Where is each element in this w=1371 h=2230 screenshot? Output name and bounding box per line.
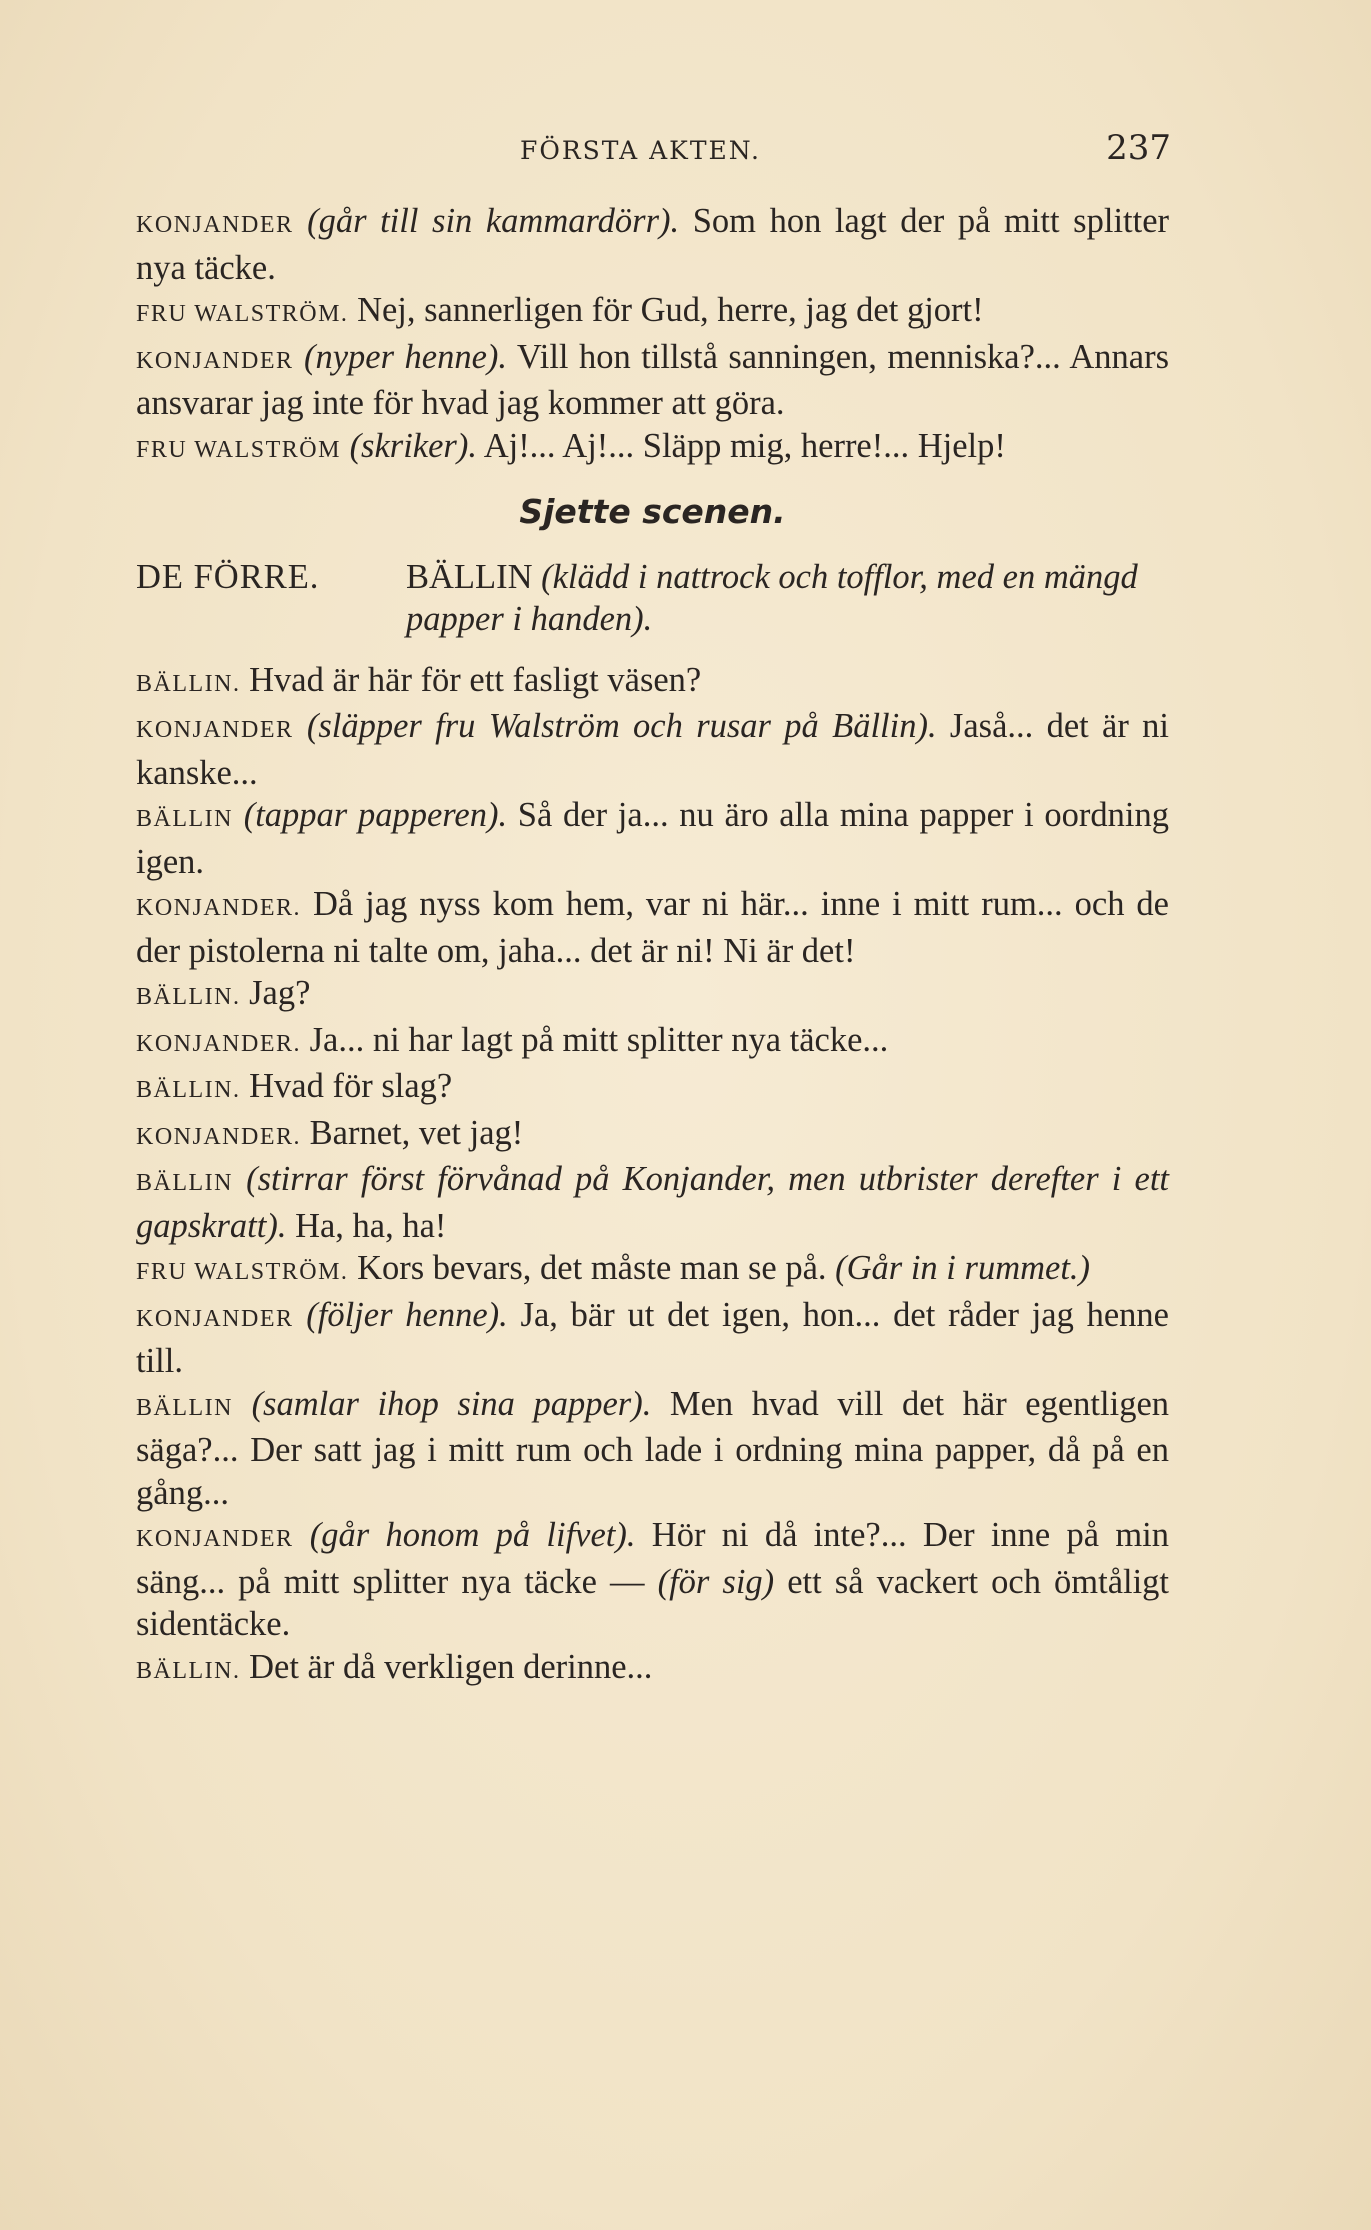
page-body — [136, 200, 1169, 1692]
speaker-name: FRU WALSTRÖM. — [136, 1259, 349, 1285]
dialogue-after-scene — [136, 659, 1169, 1693]
speech-text: Ha, ha, ha! — [286, 1206, 447, 1245]
speech-text: ett så vackert och ömtåligt sidentäcke. — [136, 1562, 1170, 1643]
speech-text: Som hon lagt der på mitt splitter nya täcke. — [136, 202, 1170, 287]
speech-text: Hör ni då inte?... Der inne på min säng... på mitt splitter nya täcke — — [136, 1516, 1170, 1601]
speech-paragraph — [136, 794, 1169, 883]
speaker-name: FRU WALSTRÖM. — [136, 301, 349, 327]
speech-text: Jag? — [240, 974, 311, 1012]
previous-characters: DE FÖRRE. — [136, 557, 320, 596]
stage-direction: (samlar ihop sina papper). — [251, 1384, 652, 1423]
speaker-name: BÄLLIN — [136, 1394, 233, 1421]
speech-paragraph — [136, 1383, 1169, 1515]
speaker-name: BÄLLIN. — [136, 984, 241, 1010]
speaker-name: BÄLLIN — [136, 806, 233, 832]
page-number: 237 — [1106, 128, 1171, 168]
speech-text: Men hvad vill det här egentligen säga?... Der satt jag i mitt rum och lade i ordning mina papper, då på en gång... — [136, 1384, 1170, 1512]
speech-text: Vill hon tillstå sanningen, menniska?... Annars ansvarar jag inte för hvad jag kommer att göra. — [136, 337, 1170, 422]
speaker-name: FRU WALSTRÖM — [136, 436, 341, 463]
scene-heading — [136, 556, 1169, 641]
speech-paragraph — [136, 1065, 1169, 1112]
speech-paragraph — [136, 883, 1169, 972]
page-header — [0, 128, 1371, 178]
speaker-name: KONJANDER. — [136, 895, 301, 921]
speaker-name: KONJANDER — [136, 347, 294, 374]
speaker-name: KONJANDER — [136, 1526, 294, 1552]
speech-paragraph — [136, 1294, 1169, 1383]
speaker-name: KONJANDER. — [136, 1030, 301, 1057]
speech-paragraph — [136, 336, 1169, 425]
stage-direction: (går honom på lifvet). — [309, 1516, 636, 1554]
stage-direction: (stirrar först förvånad på Konjander, men utbrister derefter i ett gapskratt). — [136, 1160, 1170, 1245]
stage-direction: (går till sin kammardörr). — [307, 202, 680, 240]
speaker-name: KONJANDER — [136, 1305, 294, 1332]
speech-paragraph — [136, 1646, 1169, 1693]
entering-character — [406, 556, 1169, 641]
speaker-name: KONJANDER. — [136, 1123, 301, 1150]
dialogue-before-scene — [136, 200, 1169, 471]
speech-paragraph — [136, 972, 1169, 1019]
stage-direction: (för sig) — [657, 1562, 775, 1601]
speech-text: Barnet, vet jag! — [301, 1113, 524, 1152]
speech-text: Ja... ni har lagt på mitt splitter nya täcke... — [301, 1020, 889, 1059]
speech-paragraph — [136, 1158, 1169, 1247]
speaker-name: KONJANDER — [136, 212, 294, 238]
speaker-name: BÄLLIN. — [136, 670, 241, 697]
speaker-name: BÄLLIN. — [136, 1657, 241, 1684]
speech-text: Jaså... det är ni kanske... — [136, 707, 1170, 792]
speech-text: Så der ja... nu äro alla mina papper i oordning igen. — [136, 796, 1169, 881]
speaker-name: BÄLLIN — [136, 1170, 233, 1196]
speech-paragraph — [136, 1247, 1169, 1294]
speech-text: Aj!... Aj!... Släpp mig, herre!... Hjelp! — [476, 426, 1006, 465]
speech-paragraph — [136, 289, 1169, 336]
stage-direction: (Går in i rummet.) — [835, 1249, 1091, 1287]
speech-paragraph — [136, 425, 1169, 472]
stage-direction: (tappar papperen). — [243, 796, 508, 834]
speech-text: Kors bevars, det måste man se på. — [348, 1249, 827, 1287]
entering-stage-direction: (klädd i nattrock och tofflor, med en mängd papper i handen). — [406, 557, 1138, 638]
speech-text: Hvad för slag? — [240, 1067, 453, 1105]
stage-direction: (släpper fru Walström och rusar på Bällin). — [306, 707, 937, 745]
speech-text: Då jag nyss kom hem, var ni här... inne i mitt rum... och de der pistolerna ni talte om, jaha... det är ni! Ni är det! — [136, 885, 1169, 970]
stage-direction: (följer henne). — [306, 1295, 508, 1334]
stage-direction: (nyper henne). — [304, 337, 508, 376]
speaker-name: KONJANDER — [136, 717, 294, 743]
speech-paragraph — [136, 1514, 1169, 1646]
speech-text: Hvad är här för ett fasligt väsen? — [240, 660, 702, 699]
speech-text: Det är då verkligen derinne... — [240, 1647, 653, 1686]
speech-paragraph — [136, 659, 1169, 706]
scene-title: Sjette scenen. — [519, 492, 786, 531]
speech-paragraph — [136, 1019, 1169, 1066]
speech-text: Nej, sannerligen för Gud, herre, jag det gjort! — [348, 291, 984, 329]
speech-paragraph — [136, 705, 1169, 794]
speech-paragraph — [136, 1112, 1169, 1159]
speech-paragraph — [136, 200, 1169, 289]
running-title: FÖRSTA AKTEN. — [520, 136, 761, 165]
entering-character-name: BÄLLIN — [406, 557, 533, 596]
speech-text: Ja, bär ut det igen, hon... det råder jag henne till. — [136, 1295, 1169, 1380]
stage-direction: (skriker). — [349, 426, 477, 465]
speaker-name: BÄLLIN. — [136, 1077, 241, 1103]
